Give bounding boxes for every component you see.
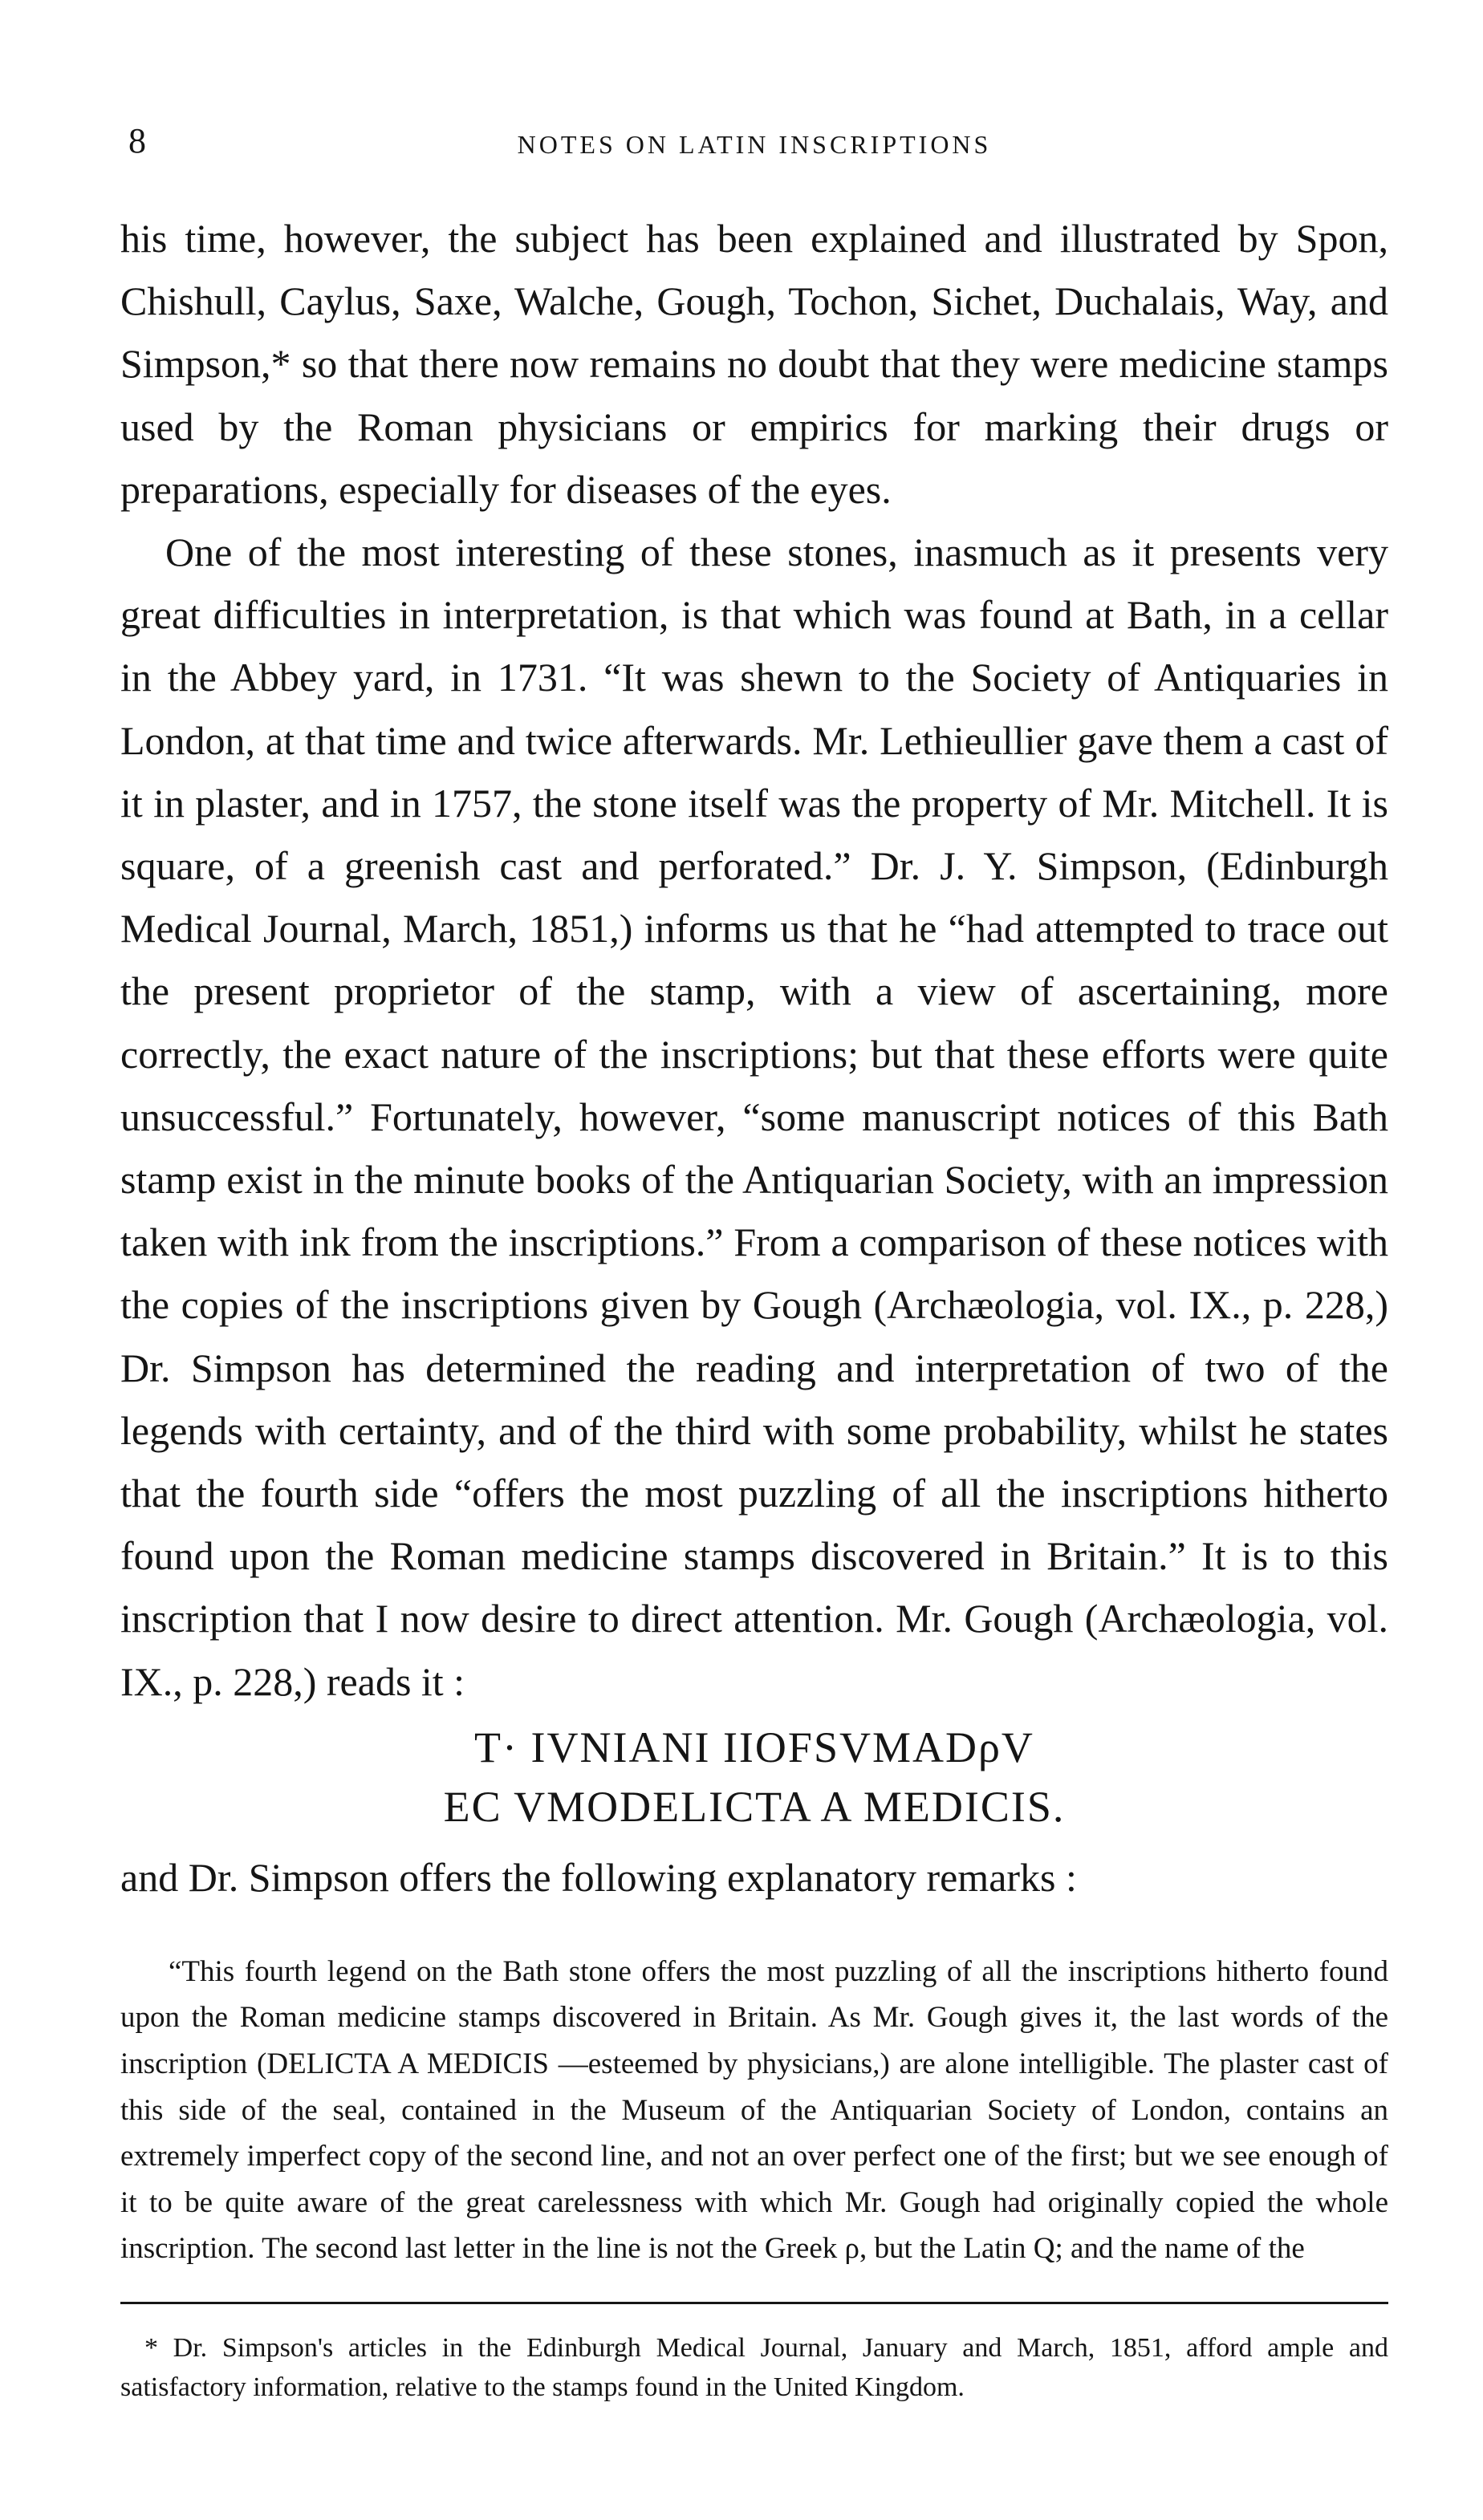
page-number: 8 xyxy=(128,121,146,160)
footnote-divider xyxy=(120,2302,1388,2304)
footnote: * Dr. Simpson's articles in the Edinburgh Medical Journal, January and March, 1851, afford ample and satisfactory information, relative to the stamps found in the United Kingdom. xyxy=(120,2333,1388,2403)
paragraph-1: his time, however, the subject has been explained and illustrated by Spon, Chishull, Caylus, Saxe, Walche, Gough, Tochon, Sichet, Duchalais, Way, and Simpson,* so that there now remains no doubt that they were medicine stamps used by the Roman physicians or empirics for marking their drugs or preparations, especially for diseases of the eyes. xyxy=(120,216,1388,512)
paragraph-3: and Dr. Simpson offers the following explanatory remarks : xyxy=(120,1854,1077,1900)
inscription-line-1: T· IVNIANI IIOFSVMADρV xyxy=(474,1723,1034,1771)
block-quote: “This fourth legend on the Bath stone offers the most puzzling of all the inscriptions hitherto found upon the Roman medicine stamps discovered in Britain. As Mr. Gough gives it, the last words of the inscription (DELICTA A MEDICIS —esteemed by physicians,) are alone intelligible. The plaster cast of this side of the seal, contained in the Museum of the Antiquarian Society of London, contains an extremely imperfect copy of the second line, and not an over perfect one of the first; but we see enough of it to be quite aware of the great carelessness with which Mr. Gough had originally copied the whole inscription. The second last letter in the line is not the Greek ρ, but the Latin Q; and the name of the xyxy=(120,1954,1388,2266)
book-page xyxy=(120,120,1388,2434)
running-head xyxy=(120,120,1388,168)
running-title: NOTES ON LATIN INSCRIPTIONS xyxy=(517,130,992,159)
inscription-line-2: EC VMODELICTA A MEDICIS. xyxy=(443,1782,1066,1831)
paragraph-2: One of the most interesting of these stones, inasmuch as it presents very great difficulties in interpretation, is that which was found at Bath, in a cellar in the Abbey yard, in 1731. “It was shewn to the Society of Antiquaries in London, at that time and twice afterwards. Mr. Lethieullier gave them a cast of it in plaster, and in 1757, the stone itself was the property of Mr. Mitchell. It is square, of a greenish cast and perforated.” Dr. J. Y. Simpson, (Edinburgh Medical Journal, March, 1851,) informs us that he “had attempted to trace out the present proprietor of the stamp, with a view of ascertaining, more correctly, the exact nature of the inscriptions; but that these efforts were quite unsuccessful.” Fortunately, however, “some manuscript notices of this Bath stamp exist in the minute books of the Antiquarian Society, with an impression taken with ink from the inscriptions.” From a comparison of these notices with the copies of the inscriptions given by Gough (Archæologia, vol. IX., p. 228,) Dr. Simpson has determined the reading and interpretation of two of the legends with certainty, and of the third with some probability, whilst he states that the fourth side “offers the most puzzling of all the inscriptions hitherto found upon the Roman medicine stamps discovered in Britain.” It is to this inscription that I now desire to direct attention. Mr. Gough (Archæologia, vol. IX., p. 228,) reads it : xyxy=(120,530,1388,1704)
main-text xyxy=(120,207,1388,1713)
inscription xyxy=(120,1718,1388,1836)
